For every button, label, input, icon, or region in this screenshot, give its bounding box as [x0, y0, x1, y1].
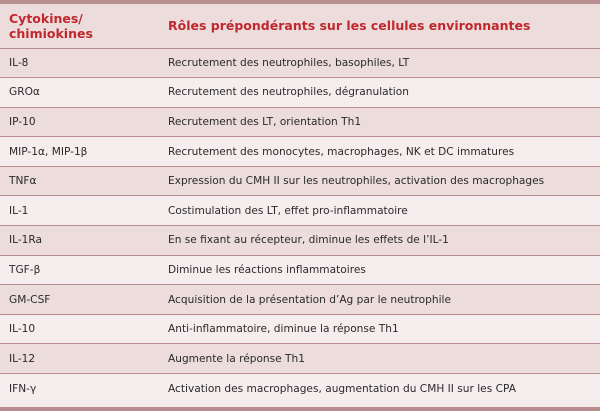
cytokine-cell: IFN-γ: [9, 382, 37, 395]
cytokine-cell: TNFα: [9, 175, 37, 188]
role-cell: En se fixant au récepteur, diminue les effets de l’IL-1: [168, 234, 449, 247]
role-cell: Expression du CMH II sur les neutrophiles, activation des macrophages: [168, 175, 545, 188]
cytokine-cell: MIP-1α, MIP-1β: [9, 145, 88, 158]
table-row: [0, 314, 600, 344]
cytokine-cell: IL-10: [9, 323, 36, 336]
table-row: [0, 48, 600, 78]
role-cell: Costimulation des LT, effet pro-inflammatoire: [168, 204, 408, 217]
role-cell: Diminue les réactions inflammatoires: [168, 263, 366, 276]
role-cell: Recrutement des LT, orientation Th1: [168, 115, 362, 128]
header-cytokines-line1: Cytokines/: [9, 10, 83, 26]
table-row: [0, 285, 600, 315]
cytokine-cell: IL-8: [9, 56, 29, 69]
table-row: [0, 166, 600, 196]
role-cell: Activation des macrophages, augmentation du CMH II sur les CPA: [168, 382, 516, 395]
cytokine-cell: GM-CSF: [9, 293, 51, 306]
role-cell: Anti-inflammatoire, diminue la réponse Th1: [168, 323, 399, 336]
cytokine-cell: IL-12: [9, 352, 36, 365]
cytokine-cell: IL-1Ra: [9, 234, 43, 247]
role-cell: Acquisition de la présentation d’Ag par le neutrophile: [168, 293, 451, 306]
cytokine-cell: IP-10: [9, 115, 36, 128]
table-row: [0, 78, 600, 108]
cytokine-cell: TGF-β: [9, 263, 41, 276]
table-row: [0, 137, 600, 167]
cytokine-table: [0, 4, 600, 403]
role-cell: Augmente la réponse Th1: [168, 352, 305, 365]
table-header-row: [0, 4, 600, 48]
cytokine-cell: GROα: [9, 86, 40, 99]
table-row: [0, 107, 600, 137]
header-roles: Rôles prépondérants sur les cellules environnantes: [168, 18, 531, 34]
table-row: [0, 344, 600, 374]
table-row: [0, 226, 600, 256]
table-row: [0, 196, 600, 226]
table-row: [0, 374, 600, 404]
cytokine-cell: IL-1: [9, 204, 29, 217]
role-cell: Recrutement des monocytes, macrophages, NK et DC immatures: [168, 145, 515, 158]
header-cytokines: [0, 4, 160, 48]
table-row: [0, 255, 600, 285]
header-cytokines-line2: chimiokines: [9, 25, 93, 41]
role-cell: Recrutement des neutrophiles, basophiles, LT: [168, 56, 410, 69]
role-cell: Recrutement des neutrophiles, dégranulation: [168, 86, 409, 99]
